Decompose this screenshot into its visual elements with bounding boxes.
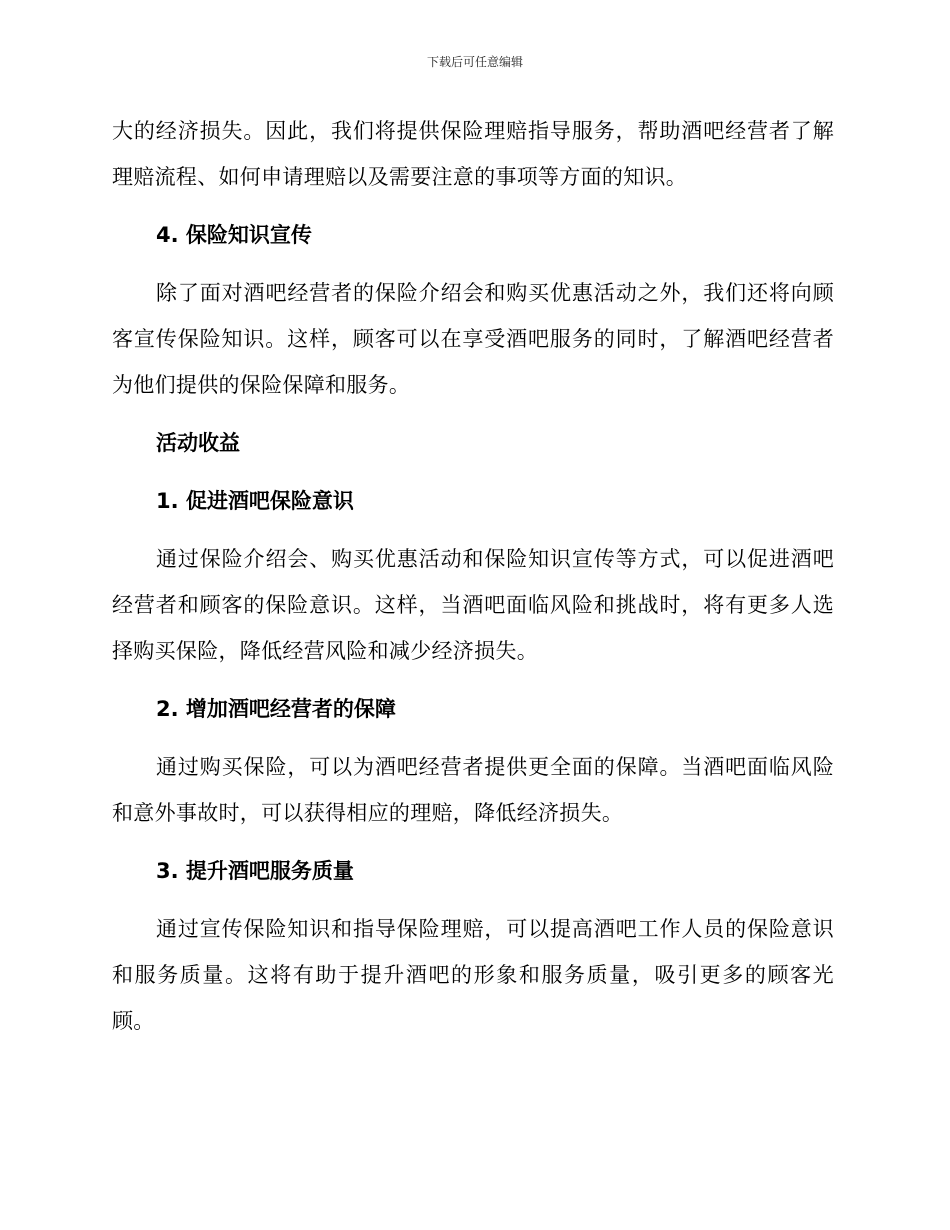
spacer: [112, 408, 834, 420]
heading-service-quality: 3. 提升酒吧服务质量: [156, 859, 354, 883]
heading-insurance-knowledge: 4. 保险知识宣传: [156, 223, 312, 247]
paragraph-awareness: 通过保险介绍会、购买优惠活动和保险知识宣传等方式，可以促进酒吧经营者和顾客的保险意识。这样，当酒吧面临风险和挑战时，将有更多人选择购买保险，降低经营风险和减少经济损失。: [112, 547, 834, 663]
paragraph-claims-guidance: 大的经济损失。因此，我们将提供保险理赔指导服务，帮助酒吧经营者了解理赔流程、如何申请理赔以及需要注意的事项等方面的知识。: [112, 119, 834, 189]
paragraph-protection: 通过购买保险，可以为酒吧经营者提供更全面的保障。当酒吧面临风险和意外事故时，可以获得相应的理赔，降低经济损失。: [112, 755, 834, 825]
paragraph-customer-promotion: 除了面对酒吧经营者的保险介绍会和购买优惠活动之外，我们还将向顾客宣传保险知识。这样，顾客可以在享受酒吧服务的同时，了解酒吧经营者为他们提供的保险保障和服务。: [112, 281, 834, 397]
spacer: [112, 836, 834, 848]
section-title-benefits: 活动收益: [156, 431, 240, 455]
paragraph-service-quality: 通过宣传保险知识和指导保险理赔，可以提高酒吧工作人员的保险意识和服务质量。这将有助于提升酒吧的形象和服务质量，吸引更多的顾客光顾。: [112, 917, 834, 1033]
spacer: [112, 258, 834, 270]
spacer: [112, 732, 834, 744]
spacer: [112, 524, 834, 536]
heading-awareness: 1. 促进酒吧保险意识: [156, 489, 354, 513]
heading-protection: 2. 增加酒吧经营者的保障: [156, 697, 396, 721]
document-body: [112, 108, 834, 1044]
spacer: [112, 894, 834, 906]
spacer: [112, 466, 834, 478]
spacer: [112, 200, 834, 212]
page-header: 下载后可任意编辑: [426, 55, 523, 69]
spacer: [112, 674, 834, 686]
